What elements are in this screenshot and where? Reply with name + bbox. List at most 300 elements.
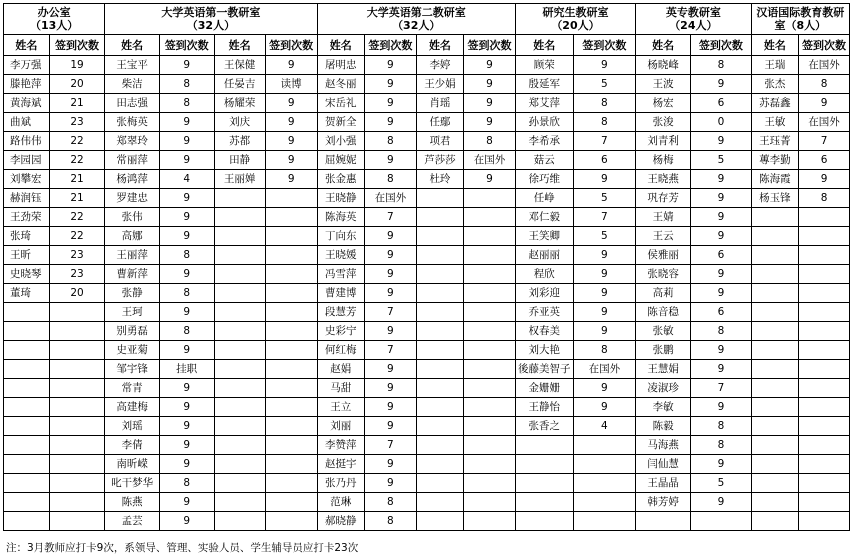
sign-in-count-cell: 9 — [364, 94, 416, 113]
sign-in-count-cell — [49, 379, 105, 398]
sign-in-count-cell: 7 — [691, 379, 751, 398]
staff-name-cell: 王敏 — [751, 113, 798, 132]
sign-in-count-cell: 9 — [364, 474, 416, 493]
sign-in-count-cell — [265, 322, 317, 341]
sign-in-count-cell — [573, 436, 635, 455]
sign-in-count-cell — [464, 493, 516, 512]
sign-in-count-cell: 9 — [159, 265, 214, 284]
staff-name-cell — [751, 341, 798, 360]
sign-in-count-cell: 9 — [364, 151, 416, 170]
sign-in-count-cell: 9 — [573, 170, 635, 189]
sign-in-count-cell — [464, 474, 516, 493]
sign-in-count-cell: 6 — [691, 94, 751, 113]
sign-in-count-cell: 9 — [159, 151, 214, 170]
sign-in-count-cell — [265, 208, 317, 227]
sign-in-count-cell — [799, 512, 850, 531]
department-title-row — [4, 4, 850, 35]
count-column-header: 签到次数 — [265, 35, 317, 56]
sign-in-count-cell — [265, 341, 317, 360]
staff-name-cell: 王云 — [636, 227, 691, 246]
sign-in-count-cell: 9 — [159, 512, 214, 531]
sign-in-count-cell: 7 — [799, 132, 850, 151]
sign-in-count-cell: 9 — [364, 360, 416, 379]
staff-name-cell: 金姗姗 — [515, 379, 573, 398]
staff-name-cell: 杨鸿萍 — [105, 170, 160, 189]
staff-name-cell: 史亚菊 — [105, 341, 160, 360]
sign-in-count-cell: 9 — [159, 417, 214, 436]
sign-in-count-cell — [464, 341, 516, 360]
sign-in-count-cell: 9 — [364, 246, 416, 265]
sign-in-count-cell: 9 — [364, 322, 416, 341]
sign-in-count-cell: 22 — [49, 132, 105, 151]
staff-name-cell: 张浚 — [636, 113, 691, 132]
staff-name-cell: 田静 — [214, 151, 265, 170]
sign-in-count-cell: 5 — [691, 151, 751, 170]
sign-in-count-cell: 9 — [265, 170, 317, 189]
sign-in-count-cell — [265, 398, 317, 417]
staff-name-cell: 曲斌 — [4, 113, 50, 132]
staff-name-cell: 高莉 — [636, 284, 691, 303]
staff-name-cell — [751, 360, 798, 379]
sign-in-count-cell — [464, 265, 516, 284]
staff-name-cell — [214, 227, 265, 246]
staff-name-cell: 王珂 — [105, 303, 160, 322]
table-row — [4, 398, 850, 417]
staff-name-cell — [416, 208, 463, 227]
staff-name-cell: 张鹏 — [636, 341, 691, 360]
sign-in-count-cell: 9 — [691, 208, 751, 227]
sign-in-count-cell: 8 — [573, 113, 635, 132]
department-title — [4, 4, 105, 35]
name-column-header: 姓名 — [515, 35, 573, 56]
staff-name-cell — [416, 341, 463, 360]
staff-name-cell — [4, 303, 50, 322]
sign-in-count-cell: 8 — [464, 132, 516, 151]
staff-name-cell: 王少娟 — [416, 75, 463, 94]
staff-name-cell: 闫仙慧 — [636, 455, 691, 474]
sign-in-count-cell: 8 — [799, 75, 850, 94]
staff-name-cell — [214, 265, 265, 284]
sign-in-count-cell — [799, 379, 850, 398]
sign-in-count-cell — [265, 512, 317, 531]
staff-name-cell: 杨玉锋 — [751, 189, 798, 208]
staff-name-cell: 陈海英 — [317, 208, 364, 227]
sign-in-count-cell: 9 — [364, 227, 416, 246]
staff-name-cell: 高建梅 — [105, 398, 160, 417]
staff-name-cell — [751, 303, 798, 322]
staff-name-cell: 段慧芳 — [317, 303, 364, 322]
staff-name-cell: 凌淑珍 — [636, 379, 691, 398]
sign-in-count-cell: 9 — [799, 170, 850, 189]
staff-name-cell — [214, 208, 265, 227]
staff-name-cell — [515, 455, 573, 474]
staff-name-cell — [416, 284, 463, 303]
staff-name-cell: 王静怡 — [515, 398, 573, 417]
staff-name-cell — [214, 341, 265, 360]
name-column-header: 姓名 — [4, 35, 50, 56]
sign-in-count-cell: 22 — [49, 151, 105, 170]
table-row — [4, 455, 850, 474]
sign-in-count-cell: 9 — [691, 170, 751, 189]
department-name: 研究生教研室 — [542, 6, 609, 19]
sign-in-count-cell: 8 — [364, 170, 416, 189]
sign-in-count-cell: 8 — [159, 75, 214, 94]
staff-name-cell: 屠明忠 — [317, 56, 364, 75]
table-row — [4, 341, 850, 360]
sign-in-count-cell: 9 — [364, 284, 416, 303]
staff-name-cell — [214, 398, 265, 417]
sign-in-count-cell — [265, 303, 317, 322]
sign-in-count-cell — [573, 455, 635, 474]
table-row — [4, 208, 850, 227]
department-name: 大学英语第一教研室 — [161, 6, 261, 19]
sign-in-count-cell: 8 — [159, 322, 214, 341]
sign-in-count-cell: 9 — [265, 56, 317, 75]
sign-in-count-cell: 9 — [573, 246, 635, 265]
staff-name-cell — [416, 493, 463, 512]
sign-in-count-cell: 6 — [691, 303, 751, 322]
sign-in-count-cell: 9 — [159, 341, 214, 360]
sign-in-count-cell — [49, 455, 105, 474]
sign-in-count-cell: 8 — [691, 436, 751, 455]
staff-name-cell: 顾荣 — [515, 56, 573, 75]
sign-in-count-cell — [49, 341, 105, 360]
staff-name-cell — [214, 493, 265, 512]
sign-in-count-cell: 9 — [364, 455, 416, 474]
staff-name-cell: 杨梅 — [636, 151, 691, 170]
sign-in-count-cell: 8 — [799, 189, 850, 208]
staff-name-cell: 王保健 — [214, 56, 265, 75]
staff-name-cell — [214, 455, 265, 474]
table-row — [4, 379, 850, 398]
table-row — [4, 493, 850, 512]
sign-in-count-cell: 9 — [364, 265, 416, 284]
staff-name-cell — [751, 512, 798, 531]
sign-in-count-cell: 9 — [691, 398, 751, 417]
count-column-header: 签到次数 — [464, 35, 516, 56]
table-row — [4, 113, 850, 132]
sign-in-count-cell — [464, 284, 516, 303]
sign-in-count-cell: 23 — [49, 113, 105, 132]
staff-name-cell: 常丽萍 — [105, 151, 160, 170]
sign-in-count-cell: 9 — [265, 151, 317, 170]
staff-name-cell: 苏磊鑫 — [751, 94, 798, 113]
sign-in-count-cell: 9 — [265, 113, 317, 132]
staff-name-cell: 陈海霞 — [751, 170, 798, 189]
staff-name-cell: 刘大艳 — [515, 341, 573, 360]
staff-name-cell: 项君 — [416, 132, 463, 151]
staff-name-cell: 後藤美智子 — [515, 360, 573, 379]
sign-in-count-cell — [265, 246, 317, 265]
staff-name-cell — [214, 474, 265, 493]
staff-name-cell: 刘彩迎 — [515, 284, 573, 303]
sign-in-count-cell — [49, 474, 105, 493]
sign-in-count-cell — [464, 379, 516, 398]
sign-in-count-cell — [799, 265, 850, 284]
department-title — [751, 4, 849, 35]
name-column-header: 姓名 — [416, 35, 463, 56]
staff-name-cell: 杨晓峰 — [636, 56, 691, 75]
staff-name-cell: 屈婉妮 — [317, 151, 364, 170]
staff-name-cell: 王波 — [636, 75, 691, 94]
department-name: 办公室 — [37, 6, 71, 19]
sign-in-count-cell — [464, 512, 516, 531]
sign-in-count-cell: 6 — [573, 151, 635, 170]
staff-name-cell: 刘青利 — [636, 132, 691, 151]
column-header-row — [4, 35, 850, 56]
sign-in-count-cell: 8 — [691, 417, 751, 436]
sign-in-count-cell: 8 — [159, 246, 214, 265]
sign-in-count-cell: 8 — [159, 474, 214, 493]
staff-name-cell — [214, 284, 265, 303]
sign-in-count-cell: 9 — [691, 360, 751, 379]
sign-in-count-cell: 21 — [49, 189, 105, 208]
sign-in-count-cell — [49, 493, 105, 512]
sign-in-count-cell — [49, 303, 105, 322]
staff-name-cell: 曹建博 — [317, 284, 364, 303]
count-column-header: 签到次数 — [573, 35, 635, 56]
department-count: （24人） — [669, 19, 718, 32]
staff-name-cell: 刘瑶 — [105, 417, 160, 436]
staff-name-cell: 苏都 — [214, 132, 265, 151]
sign-in-count-cell: 9 — [573, 56, 635, 75]
staff-name-cell: 殷延军 — [515, 75, 573, 94]
staff-name-cell: 李万强 — [4, 56, 50, 75]
sign-in-count-cell: 9 — [691, 455, 751, 474]
staff-name-cell: 张金惠 — [317, 170, 364, 189]
sign-in-count-cell: 6 — [691, 246, 751, 265]
sign-in-count-cell — [464, 303, 516, 322]
sign-in-count-cell: 8 — [573, 341, 635, 360]
sign-in-count-cell — [265, 436, 317, 455]
staff-name-cell — [751, 379, 798, 398]
sign-in-count-cell: 9 — [573, 303, 635, 322]
staff-name-cell — [416, 303, 463, 322]
staff-name-cell: 张敏 — [636, 322, 691, 341]
staff-name-cell — [515, 436, 573, 455]
sign-in-count-cell: 在国外 — [799, 56, 850, 75]
staff-name-cell — [214, 417, 265, 436]
sign-in-count-cell: 8 — [159, 94, 214, 113]
sign-in-count-cell: 挂职 — [159, 360, 214, 379]
staff-name-cell — [4, 436, 50, 455]
sign-in-count-cell: 7 — [364, 436, 416, 455]
sign-in-count-cell: 读博 — [265, 75, 317, 94]
sign-in-count-cell: 19 — [49, 56, 105, 75]
staff-name-cell — [515, 512, 573, 531]
department-count: （20人） — [551, 19, 600, 32]
sign-in-count-cell — [265, 417, 317, 436]
staff-name-cell: 韩芳婷 — [636, 493, 691, 512]
sign-in-count-cell: 9 — [573, 265, 635, 284]
sign-in-count-cell: 7 — [364, 303, 416, 322]
department-name: 大学英语第二教研室 — [366, 6, 466, 19]
staff-name-cell — [751, 322, 798, 341]
staff-name-cell — [416, 189, 463, 208]
table-row — [4, 246, 850, 265]
sign-in-count-cell: 9 — [691, 341, 751, 360]
sign-in-count-cell — [464, 208, 516, 227]
count-column-header: 签到次数 — [364, 35, 416, 56]
staff-name-cell: 张杰 — [751, 75, 798, 94]
staff-name-cell: 杨耀荣 — [214, 94, 265, 113]
sign-in-count-cell: 9 — [159, 379, 214, 398]
sign-in-count-cell: 9 — [159, 208, 214, 227]
sign-in-count-cell: 9 — [364, 75, 416, 94]
staff-name-cell — [4, 379, 50, 398]
table-row — [4, 94, 850, 113]
sign-in-count-cell — [799, 417, 850, 436]
staff-name-cell: 蓴李勤 — [751, 151, 798, 170]
staff-name-cell — [416, 360, 463, 379]
staff-name-cell — [214, 322, 265, 341]
department-name: 汉语国际教育教研 — [756, 6, 845, 19]
sign-in-count-cell: 9 — [364, 379, 416, 398]
staff-name-cell — [515, 493, 573, 512]
sign-in-count-cell — [691, 512, 751, 531]
staff-name-cell — [416, 455, 463, 474]
department-count: （13人） — [30, 19, 79, 32]
staff-name-cell — [515, 474, 573, 493]
staff-name-cell: 马海燕 — [636, 436, 691, 455]
name-column-header: 姓名 — [317, 35, 364, 56]
sign-in-count-cell: 9 — [159, 132, 214, 151]
sign-in-count-cell: 9 — [265, 94, 317, 113]
staff-name-cell: 王立 — [317, 398, 364, 417]
staff-name-cell: 王晓燕 — [636, 170, 691, 189]
table-row — [4, 170, 850, 189]
sign-in-count-cell: 9 — [464, 75, 516, 94]
sign-in-count-cell: 8 — [691, 56, 751, 75]
staff-name-cell — [214, 360, 265, 379]
sign-in-count-cell — [573, 512, 635, 531]
staff-name-cell: 王宝平 — [105, 56, 160, 75]
sign-in-count-cell: 9 — [691, 284, 751, 303]
sign-in-count-cell — [49, 322, 105, 341]
staff-name-cell: 任晏吉 — [214, 75, 265, 94]
sign-in-count-cell: 8 — [364, 512, 416, 531]
staff-name-cell — [751, 265, 798, 284]
sign-in-count-cell: 8 — [691, 322, 751, 341]
sign-in-count-cell — [49, 512, 105, 531]
sign-in-count-cell: 9 — [159, 113, 214, 132]
staff-name-cell — [416, 512, 463, 531]
staff-name-cell: 赵冬丽 — [317, 75, 364, 94]
attendance-sheet — [3, 3, 850, 531]
sign-in-count-cell — [265, 189, 317, 208]
staff-name-cell: 别勇磊 — [105, 322, 160, 341]
sign-in-count-cell: 9 — [159, 189, 214, 208]
table-row — [4, 75, 850, 94]
staff-name-cell: 马甜 — [317, 379, 364, 398]
name-column-header: 姓名 — [751, 35, 798, 56]
staff-name-cell — [214, 189, 265, 208]
staff-name-cell: 权春美 — [515, 322, 573, 341]
table-row — [4, 303, 850, 322]
staff-name-cell — [4, 341, 50, 360]
staff-name-cell: 王劲荣 — [4, 208, 50, 227]
sign-in-count-cell: 23 — [49, 246, 105, 265]
staff-name-cell: 任鄢 — [416, 113, 463, 132]
staff-name-cell: 王婧 — [636, 208, 691, 227]
staff-name-cell: 乔亚英 — [515, 303, 573, 322]
staff-name-cell: 张静 — [105, 284, 160, 303]
staff-name-cell — [416, 398, 463, 417]
sign-in-count-cell: 4 — [159, 170, 214, 189]
staff-name-cell: 赵挺宇 — [317, 455, 364, 474]
staff-name-cell — [4, 322, 50, 341]
staff-name-cell — [214, 379, 265, 398]
department-title — [105, 4, 317, 35]
sign-in-count-cell — [799, 474, 850, 493]
sign-in-count-cell: 9 — [159, 227, 214, 246]
staff-name-cell — [416, 436, 463, 455]
sign-in-count-cell — [265, 284, 317, 303]
sign-in-count-cell: 9 — [364, 398, 416, 417]
attendance-table — [3, 3, 850, 531]
sign-in-count-cell: 9 — [691, 265, 751, 284]
sign-in-count-cell — [464, 189, 516, 208]
staff-name-cell: 侯雅丽 — [636, 246, 691, 265]
staff-name-cell: 滕艳萍 — [4, 75, 50, 94]
staff-name-cell — [4, 417, 50, 436]
sign-in-count-cell — [799, 208, 850, 227]
name-column-header: 姓名 — [214, 35, 265, 56]
staff-name-cell — [751, 493, 798, 512]
sign-in-count-cell: 8 — [159, 284, 214, 303]
sign-in-count-cell: 在国外 — [573, 360, 635, 379]
department-count: （32人） — [186, 19, 236, 32]
sign-in-count-cell — [799, 322, 850, 341]
staff-name-cell: 郑翠玲 — [105, 132, 160, 151]
table-row — [4, 417, 850, 436]
staff-name-cell: 李敏 — [636, 398, 691, 417]
staff-name-cell: 张伟 — [105, 208, 160, 227]
department-name: 英专教研室 — [665, 6, 721, 19]
staff-name-cell: 贺新全 — [317, 113, 364, 132]
sign-in-count-cell: 9 — [159, 455, 214, 474]
staff-name-cell — [751, 227, 798, 246]
department-title — [317, 4, 515, 35]
sign-in-count-cell — [799, 246, 850, 265]
sign-in-count-cell: 5 — [573, 189, 635, 208]
sign-in-count-cell: 7 — [364, 341, 416, 360]
sign-in-count-cell: 9 — [364, 113, 416, 132]
staff-name-cell: 田志强 — [105, 94, 160, 113]
staff-name-cell — [4, 398, 50, 417]
staff-name-cell — [751, 398, 798, 417]
sign-in-count-cell — [799, 436, 850, 455]
name-column-header: 姓名 — [105, 35, 160, 56]
staff-name-cell: 张香之 — [515, 417, 573, 436]
sign-in-count-cell: 9 — [265, 132, 317, 151]
staff-name-cell: 郝晓静 — [317, 512, 364, 531]
sign-in-count-cell — [799, 493, 850, 512]
table-row — [4, 474, 850, 493]
staff-name-cell — [751, 455, 798, 474]
staff-name-cell: 王晓媛 — [317, 246, 364, 265]
department-count: 室（8人） — [774, 19, 827, 32]
department-title — [515, 4, 635, 35]
staff-name-cell: 李赞萍 — [317, 436, 364, 455]
table-row — [4, 436, 850, 455]
sign-in-count-cell: 4 — [573, 417, 635, 436]
staff-name-cell — [4, 512, 50, 531]
staff-name-cell: 刘庆 — [214, 113, 265, 132]
staff-name-cell: 柴洁 — [105, 75, 160, 94]
sign-in-count-cell: 9 — [691, 132, 751, 151]
table-row — [4, 284, 850, 303]
